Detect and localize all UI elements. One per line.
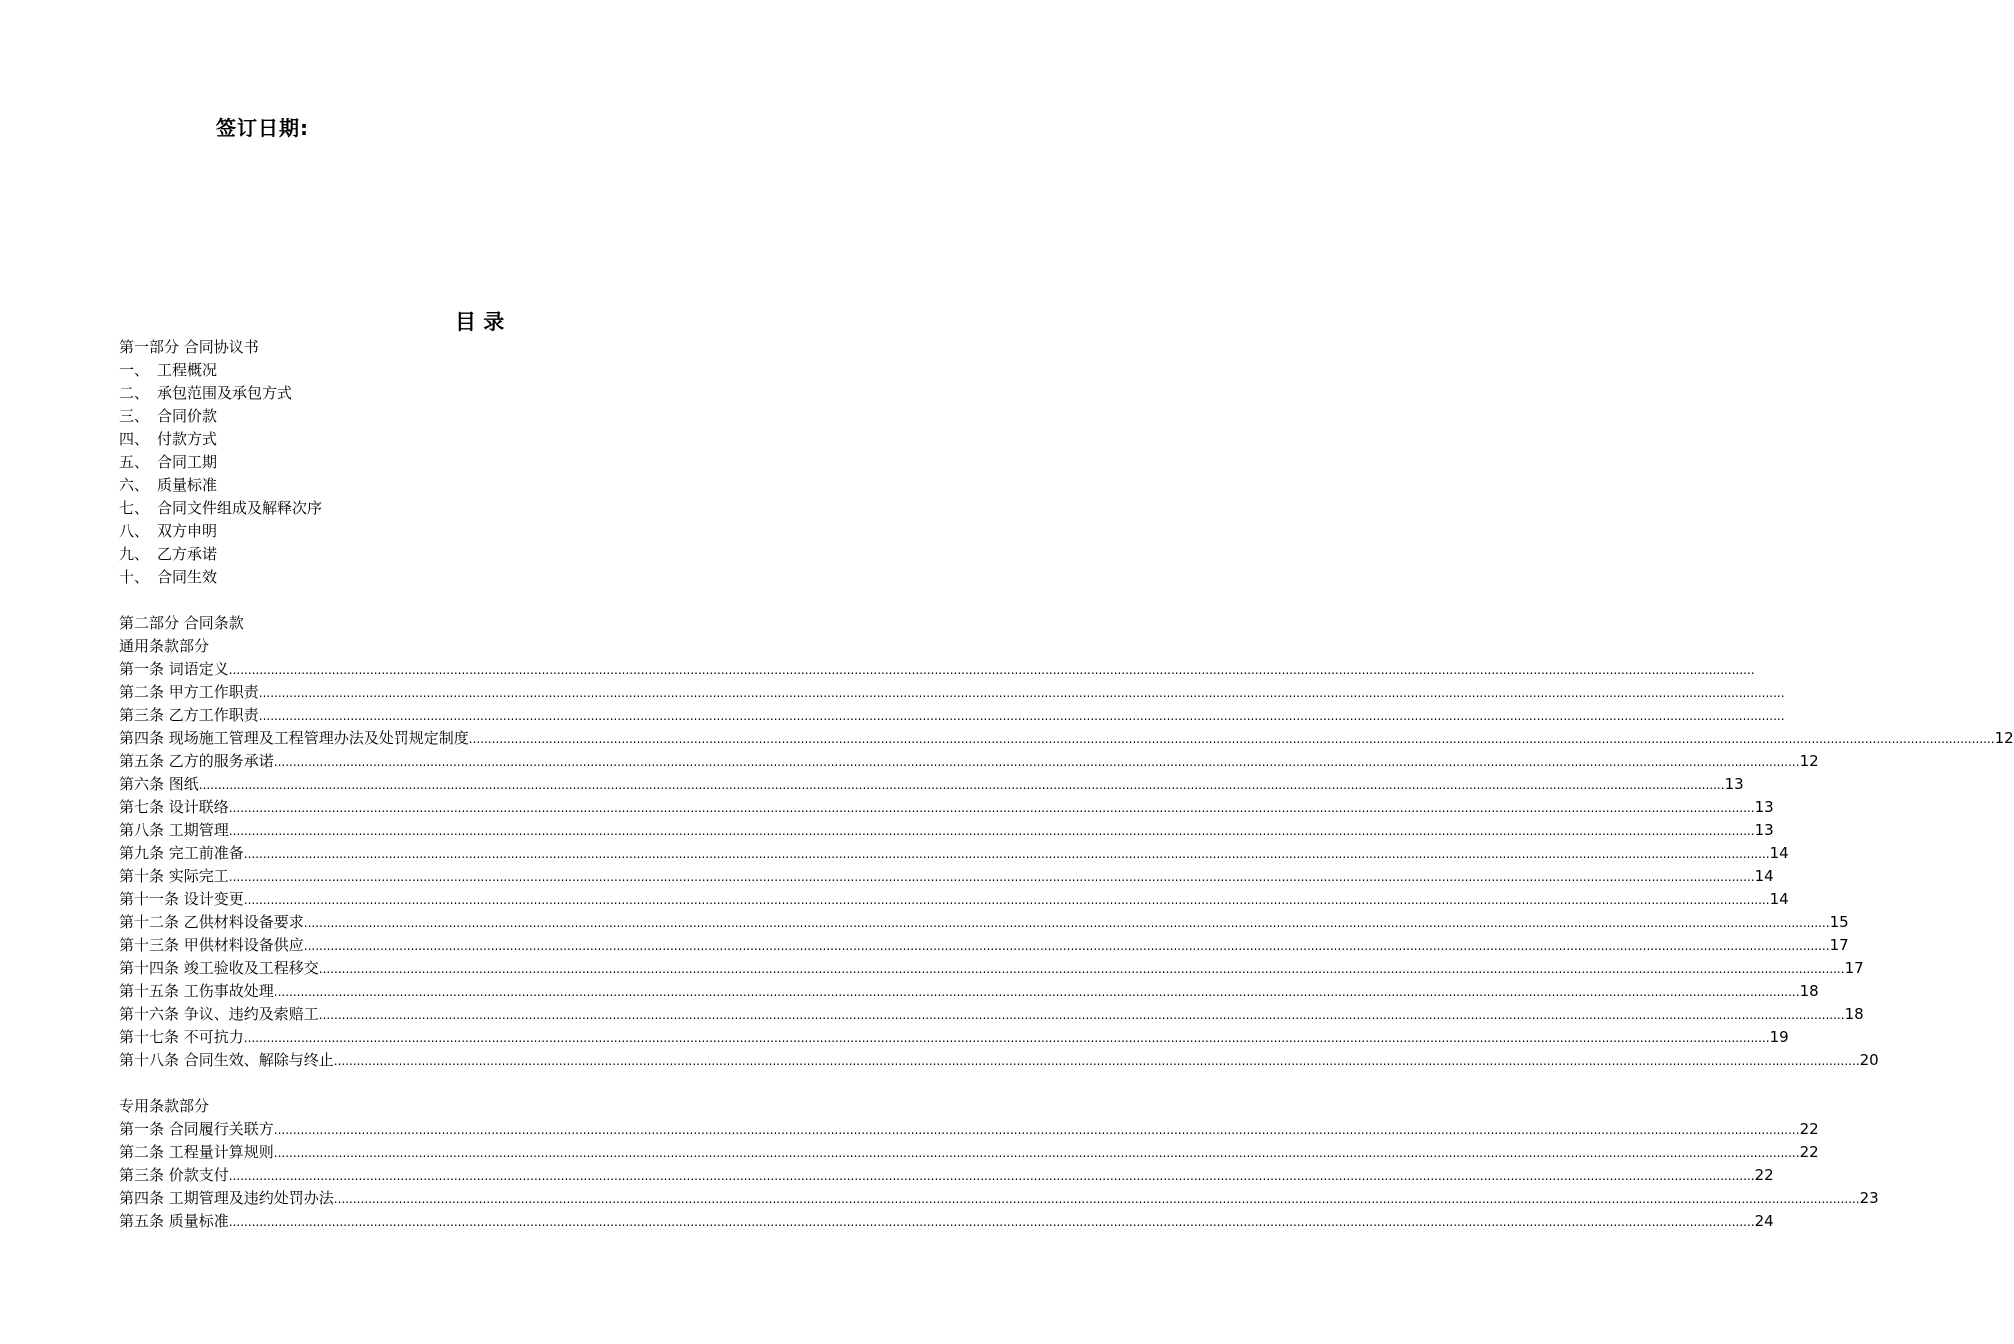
toc-item-label: 质量标准 [157, 476, 218, 494]
toc-entry-label: 第三条 乙方工作职责 [119, 706, 259, 724]
dot-leader: ................................................................................................................................................................................................................................................................................................................................................................................................................ [303, 939, 1830, 953]
dot-leader: ................................................................................................................................................................................................................................................................................................................................................................................................................ [318, 1008, 1845, 1022]
toc-entry-page: 20 [1859, 1051, 1879, 1069]
toc-item [119, 451, 749, 474]
toc-entry-label: 第十五条 工伤事故处理 [119, 982, 274, 1000]
toc-item-label: 合同生效 [157, 568, 218, 586]
toc-entry-page: 13 [1754, 798, 1774, 816]
toc-entry-label: 第十条 实际完工 [119, 867, 229, 885]
toc-entry-label: 第十八条 合同生效、解除与终止 [119, 1051, 334, 1069]
toc-entry [119, 1141, 1819, 1164]
toc-entry-page: 14 [1769, 890, 1789, 908]
dot-leader: ................................................................................................................................................................................................................................................................................................................................................................................................................ [258, 709, 1785, 723]
toc-item-label: 合同文件组成及解释次序 [157, 499, 323, 517]
toc-entry-page: 22 [1799, 1143, 1819, 1161]
toc-entry [119, 1026, 1789, 1049]
toc-item [119, 474, 749, 497]
dot-leader: ................................................................................................................................................................................................................................................................................................................................................................................................................ [228, 1169, 1755, 1183]
toc-item-label: 付款方式 [157, 430, 218, 448]
toc-entry-page: 22 [1799, 1120, 1819, 1138]
toc-entry-label: 第六条 图纸 [119, 775, 199, 793]
toc-entry [119, 957, 1864, 980]
dot-leader: ................................................................................................................................................................................................................................................................................................................................................................................................................ [228, 824, 1755, 838]
toc-entry-label: 第七条 设计联络 [119, 798, 229, 816]
special-clauses-list [119, 1118, 1879, 1233]
toc-entry-page: 14 [1754, 867, 1774, 885]
dot-leader: ................................................................................................................................................................................................................................................................................................................................................................................................................ [333, 1192, 1860, 1206]
toc-item-number: 一、 [119, 361, 150, 379]
toc-entry [119, 1210, 1774, 1233]
toc-entry-page: 17 [1844, 959, 1864, 977]
toc-entry-page: 23 [1859, 1189, 1879, 1207]
toc-title: 目 录 [455, 310, 505, 334]
special-clauses-heading: 专用条款部分 [119, 1097, 210, 1115]
dot-leader: ................................................................................................................................................................................................................................................................................................................................................................................................................ [258, 686, 1785, 700]
toc-item [119, 543, 749, 566]
toc-item-number: 十、 [119, 568, 150, 586]
dot-leader: ................................................................................................................................................................................................................................................................................................................................................................................................................ [243, 847, 1770, 861]
toc-entry [119, 1049, 1879, 1072]
toc-entry-label: 第十一条 设计变更 [119, 890, 244, 908]
toc-entry [119, 1164, 1774, 1187]
toc-item [119, 520, 749, 543]
toc-entry-label: 第五条 乙方的服务承诺 [119, 752, 274, 770]
toc-entry [119, 1003, 1864, 1026]
toc-entry-label: 第五条 质量标准 [119, 1212, 229, 1230]
dot-leader: ................................................................................................................................................................................................................................................................................................................................................................................................................ [198, 778, 1725, 792]
toc-entry-page: 13 [1754, 821, 1774, 839]
dot-leader: ................................................................................................................................................................................................................................................................................................................................................................................................................ [228, 870, 1755, 884]
toc-item-number: 八、 [119, 522, 150, 540]
toc-item [119, 428, 749, 451]
toc-entry-label: 第一条 合同履行关联方 [119, 1120, 274, 1138]
toc-item-label: 乙方承诺 [157, 545, 218, 563]
toc-entry [119, 980, 1819, 1003]
general-clauses-list [119, 658, 2014, 1072]
part2-heading: 第二部分 合同条款 [119, 614, 244, 632]
table-of-contents [119, 336, 2014, 1233]
toc-entry [119, 888, 1789, 911]
toc-entry-label: 第三条 价款支付 [119, 1166, 229, 1184]
toc-entry-page: 19 [1769, 1028, 1789, 1046]
toc-item-label: 合同工期 [157, 453, 218, 471]
toc-entry-page: 22 [1754, 1166, 1774, 1184]
toc-item-number: 九、 [119, 545, 150, 563]
dot-leader: ................................................................................................................................................................................................................................................................................................................................................................................................................ [303, 916, 1830, 930]
toc-entry-label: 第十六条 争议、违约及索赔工 [119, 1005, 319, 1023]
toc-entry-label: 第十七条 不可抗力 [119, 1028, 244, 1046]
toc-entry [119, 796, 1774, 819]
toc-item-label: 工程概况 [157, 361, 218, 379]
toc-entry-page: 18 [1799, 982, 1819, 1000]
dot-leader: ................................................................................................................................................................................................................................................................................................................................................................................................................ [273, 755, 1800, 769]
dot-leader: ................................................................................................................................................................................................................................................................................................................................................................................................................ [228, 1215, 1755, 1229]
toc-entry [119, 865, 1774, 888]
toc-entry-page: 18 [1844, 1005, 1864, 1023]
toc-entry-page: 15 [1829, 913, 1849, 931]
dot-leader: ................................................................................................................................................................................................................................................................................................................................................................................................................ [228, 801, 1755, 815]
dot-leader: ................................................................................................................................................................................................................................................................................................................................................................................................................ [228, 663, 1755, 677]
dot-leader: ................................................................................................................................................................................................................................................................................................................................................................................................................ [273, 1146, 1800, 1160]
toc-entry-page: 12 [1994, 729, 2014, 747]
toc-item-number: 三、 [119, 407, 150, 425]
toc-item-label: 双方申明 [157, 522, 218, 540]
signing-date-label: 签订日期: [216, 116, 309, 140]
toc-item-number: 六、 [119, 476, 150, 494]
toc-item-label: 合同价款 [157, 407, 218, 425]
toc-entry [119, 681, 1785, 704]
toc-item [119, 566, 749, 589]
dot-leader: ................................................................................................................................................................................................................................................................................................................................................................................................................ [273, 1123, 1800, 1137]
toc-entry [119, 658, 1755, 681]
toc-entry [119, 934, 1849, 957]
toc-item-number: 七、 [119, 499, 150, 517]
toc-entry-label: 第八条 工期管理 [119, 821, 229, 839]
toc-item-number: 五、 [119, 453, 150, 471]
spacer [119, 589, 749, 612]
dot-leader: ................................................................................................................................................................................................................................................................................................................................................................................................................ [318, 962, 1845, 976]
toc-entry-label: 第二条 工程量计算规则 [119, 1143, 274, 1161]
toc-entry [119, 773, 1744, 796]
toc-entry-page: 12 [1799, 752, 1819, 770]
dot-leader: ................................................................................................................................................................................................................................................................................................................................................................................................................ [243, 1031, 1770, 1045]
toc-entry-page: 13 [1724, 775, 1744, 793]
toc-entry [119, 1187, 1879, 1210]
toc-entry [119, 750, 1819, 773]
toc-item-number: 二、 [119, 384, 150, 402]
toc-item-label: 承包范围及承包方式 [157, 384, 293, 402]
toc-entry [119, 819, 1774, 842]
dot-leader: ................................................................................................................................................................................................................................................................................................................................................................................................................ [243, 893, 1770, 907]
spacer [119, 1072, 749, 1095]
toc-entry-label: 第十三条 甲供材料设备供应 [119, 936, 304, 954]
toc-item [119, 405, 749, 428]
toc-entry [119, 727, 2014, 750]
toc-entry [119, 911, 1849, 934]
dot-leader: ................................................................................................................................................................................................................................................................................................................................................................................................................ [273, 985, 1800, 999]
toc-entry-label: 第四条 工期管理及违约处罚办法 [119, 1189, 334, 1207]
toc-item [119, 382, 749, 405]
toc-entry-page: 14 [1769, 844, 1789, 862]
toc-entry [119, 842, 1789, 865]
dot-leader: ................................................................................................................................................................................................................................................................................................................................................................................................................ [468, 732, 1995, 746]
toc-entry-label: 第九条 完工前准备 [119, 844, 244, 862]
toc-entry-page: 17 [1829, 936, 1849, 954]
toc-entry [119, 1118, 1819, 1141]
toc-entry-label: 第二条 甲方工作职责 [119, 683, 259, 701]
toc-entry-page: 24 [1754, 1212, 1774, 1230]
part1-heading: 第一部分 合同协议书 [119, 338, 259, 356]
general-clauses-heading: 通用条款部分 [119, 637, 210, 655]
toc-item [119, 497, 749, 520]
toc-item [119, 359, 749, 382]
toc-item-number: 四、 [119, 430, 150, 448]
part1-list [119, 359, 749, 589]
dot-leader: ................................................................................................................................................................................................................................................................................................................................................................................................................ [333, 1054, 1860, 1068]
toc-entry-label: 第一条 词语定义 [119, 660, 229, 678]
toc-entry-label: 第四条 现场施工管理及工程管理办法及处罚规定制度 [119, 729, 469, 747]
toc-entry-label: 第十二条 乙供材料设备要求 [119, 913, 304, 931]
toc-entry-label: 第十四条 竣工验收及工程移交 [119, 959, 319, 977]
toc-entry [119, 704, 1785, 727]
